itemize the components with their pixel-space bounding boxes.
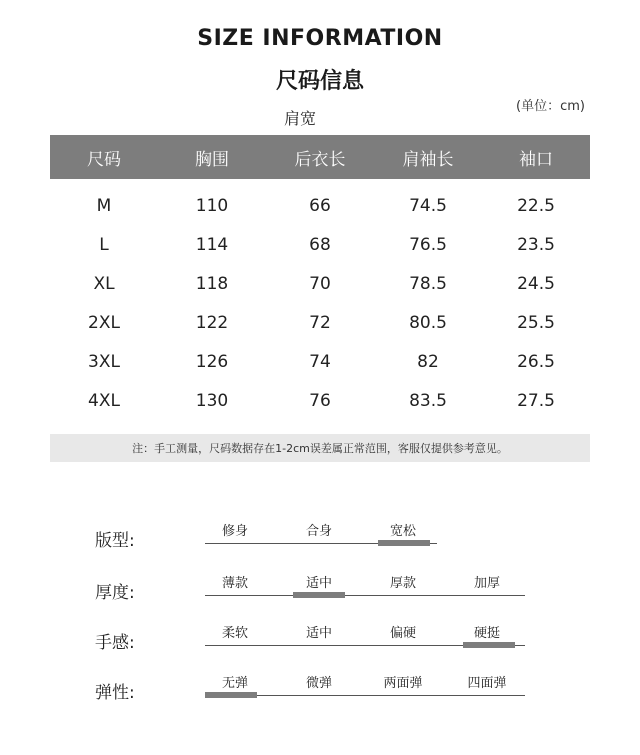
attribute-option: 合身 xyxy=(305,524,332,539)
table-header xyxy=(50,135,590,179)
table-cell: 122 xyxy=(195,312,229,333)
attribute-label: 弹性: xyxy=(95,683,135,703)
size-table xyxy=(50,135,590,420)
attribute-option: 适中 xyxy=(305,626,332,641)
selected-indicator xyxy=(293,592,345,598)
note-text: 注：手工测量，尺码数据存在1-2cm误差属正常范围，客服仅提供参考意见。 xyxy=(132,442,508,455)
table-row xyxy=(50,342,590,381)
attribute-thickness xyxy=(0,570,640,610)
table-cell: 4XL xyxy=(88,390,120,411)
table-cell: 25.5 xyxy=(517,312,555,333)
attribute-fit xyxy=(0,518,640,558)
table-cell: 74.5 xyxy=(409,195,447,216)
table-cell: 76.5 xyxy=(409,234,447,255)
subtitle: 肩宽 xyxy=(283,109,316,128)
title-en: SIZE INFORMATION xyxy=(197,26,443,51)
attribute-feel xyxy=(0,620,640,660)
table-cell: 118 xyxy=(195,273,229,294)
table-cell: 3XL xyxy=(88,351,120,372)
table-cell: 66 xyxy=(309,195,331,216)
header-cell: 后衣长 xyxy=(294,149,346,170)
table-row xyxy=(50,264,590,303)
header-cell: 尺码 xyxy=(87,149,121,170)
table-row xyxy=(50,225,590,264)
attribute-track xyxy=(205,595,525,596)
attribute-option: 硬挺 xyxy=(473,626,500,641)
attribute-label: 手感: xyxy=(95,633,135,653)
measurement-note xyxy=(50,434,590,462)
table-cell: 82 xyxy=(417,351,439,372)
table-cell: XL xyxy=(93,273,115,294)
selected-indicator xyxy=(463,642,515,648)
table-cell: L xyxy=(99,234,109,255)
selected-indicator xyxy=(205,692,257,698)
attribute-option: 薄款 xyxy=(221,576,248,591)
table-cell: 126 xyxy=(195,351,229,372)
attribute-label: 厚度: xyxy=(95,583,135,603)
attribute-option: 适中 xyxy=(305,576,332,591)
header-cell: 袖口 xyxy=(519,149,553,170)
attribute-option: 微弹 xyxy=(305,676,332,691)
attribute-elasticity xyxy=(0,670,640,710)
table-cell: 110 xyxy=(195,195,229,216)
table-row xyxy=(50,186,590,225)
table-row xyxy=(50,381,590,420)
attribute-option: 四面弹 xyxy=(467,676,507,691)
table-cell: 74 xyxy=(309,351,331,372)
table-cell: 76 xyxy=(309,390,331,411)
header-cell: 胸围 xyxy=(195,149,229,170)
header-cell: 肩袖长 xyxy=(402,149,454,170)
attribute-option: 两面弹 xyxy=(383,676,423,691)
table-cell: 68 xyxy=(309,234,331,255)
attribute-option: 修身 xyxy=(221,524,248,539)
attribute-option: 加厚 xyxy=(473,576,500,591)
table-cell: 83.5 xyxy=(409,390,447,411)
table-cell: 23.5 xyxy=(517,234,555,255)
table-cell: M xyxy=(96,195,112,216)
table-cell: 2XL xyxy=(88,312,120,333)
table-row xyxy=(50,303,590,342)
table-cell: 24.5 xyxy=(517,273,555,294)
table-cell: 22.5 xyxy=(517,195,555,216)
attribute-label: 版型: xyxy=(95,531,135,551)
attribute-option: 无弹 xyxy=(221,676,248,691)
table-cell: 27.5 xyxy=(517,390,555,411)
attribute-option: 柔软 xyxy=(221,626,248,641)
attribute-option: 偏硬 xyxy=(389,626,416,641)
unit-label: (单位：cm) xyxy=(516,99,585,114)
table-cell: 78.5 xyxy=(409,273,447,294)
attribute-option: 宽松 xyxy=(389,524,416,539)
table-cell: 70 xyxy=(309,273,331,294)
title-cn: 尺码信息 xyxy=(275,69,364,94)
table-cell: 26.5 xyxy=(517,351,555,372)
selected-indicator xyxy=(378,540,430,546)
table-cell: 80.5 xyxy=(409,312,447,333)
table-body xyxy=(50,179,590,420)
table-cell: 130 xyxy=(195,390,229,411)
table-cell: 72 xyxy=(309,312,331,333)
table-cell: 114 xyxy=(195,234,229,255)
attribute-option: 厚款 xyxy=(389,576,416,591)
